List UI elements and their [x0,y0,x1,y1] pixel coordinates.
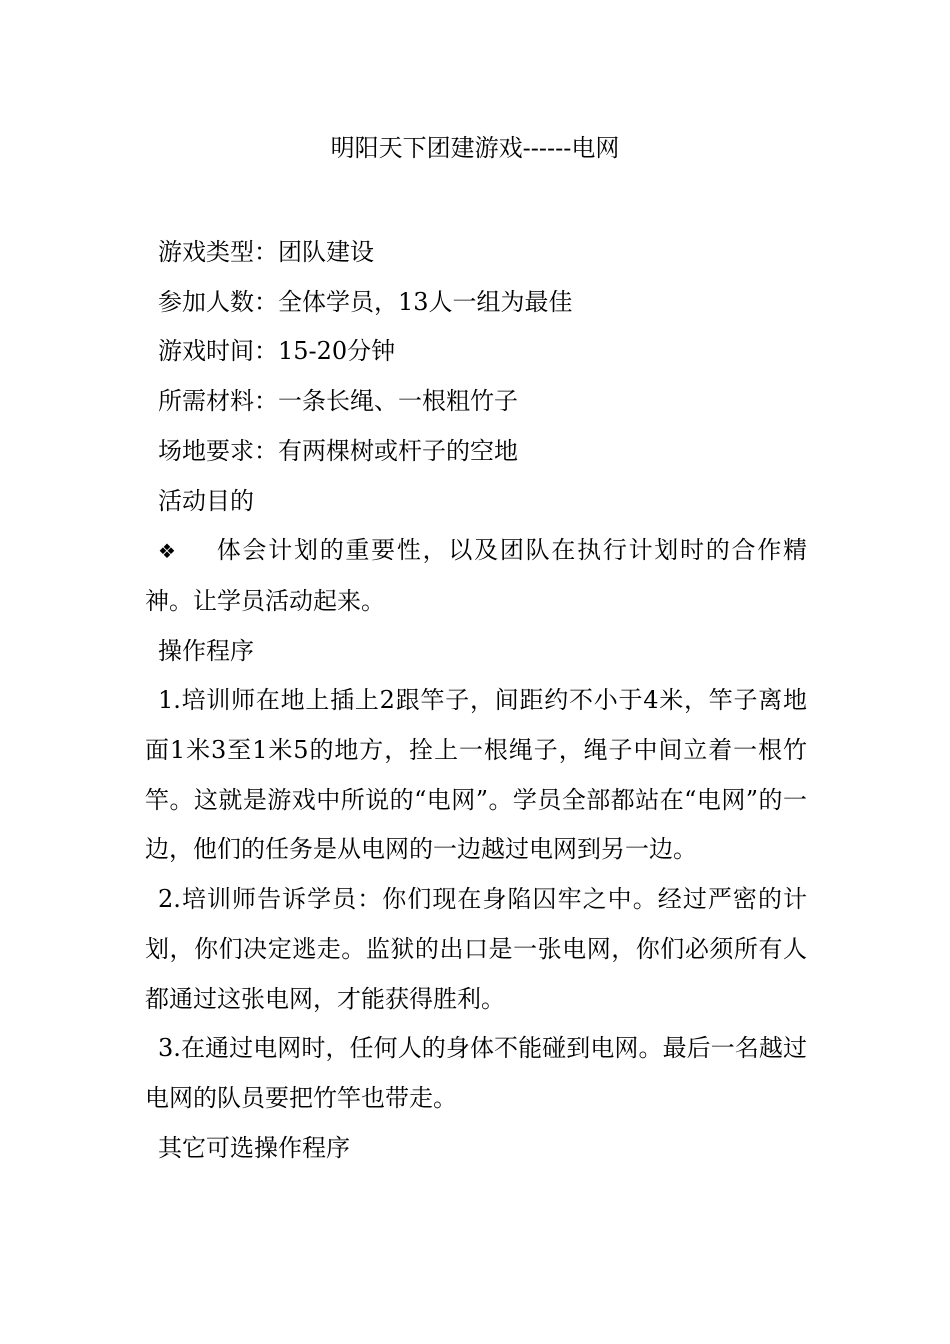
procedure-step-2: 2.培训师告诉学员：你们现在身陷囚牢之中。经过严密的计划，你们决定逃走。监狱的出口是一张电网，你们必须所有人都通过这张电网，才能获得胜利。 [145,885,807,1013]
other-procedure-heading: 其它可选操作程序 [158,1133,350,1162]
materials-line: 所需材料：一条长绳、一根粗竹子 [158,387,518,416]
participants-line: 参加人数：全体学员，13人一组为最佳 [158,287,573,316]
duration-line: 游戏时间：15-20分钟 [158,337,396,366]
document-title: 明阳天下团建游戏------电网 [330,134,620,162]
venue-line: 场地要求：有两棵树或杆子的空地 [158,436,518,465]
purpose-text: 体会计划的重要性，以及团队在执行计划时的合作精神。让学员活动起来。 [145,536,807,615]
procedure-heading: 操作程序 [158,636,254,665]
document-body [145,228,807,1173]
procedure-step-3: 3.在通过电网时，任何人的身体不能碰到电网。最后一名越过电网的队员要把竹竿也带走。 [145,1034,807,1112]
game-type-line: 游戏类型：团队建设 [158,238,374,266]
purpose-heading: 活动目的 [158,486,254,515]
procedure-step-1: 1.培训师在地上插上2跟竿子，间距约不小于4米，竿子离地面1米3至1米5的地方，拴上一根绳子，绳子中间立着一根竹竿。这就是游戏中所说的“电网”。学员全部都站在“电网”的一边，他们的任务是从电网的一边越过电网到另一边。 [145,686,807,864]
diamond-bullet-icon: ❖ [158,539,176,564]
purpose-paragraph [145,526,807,626]
